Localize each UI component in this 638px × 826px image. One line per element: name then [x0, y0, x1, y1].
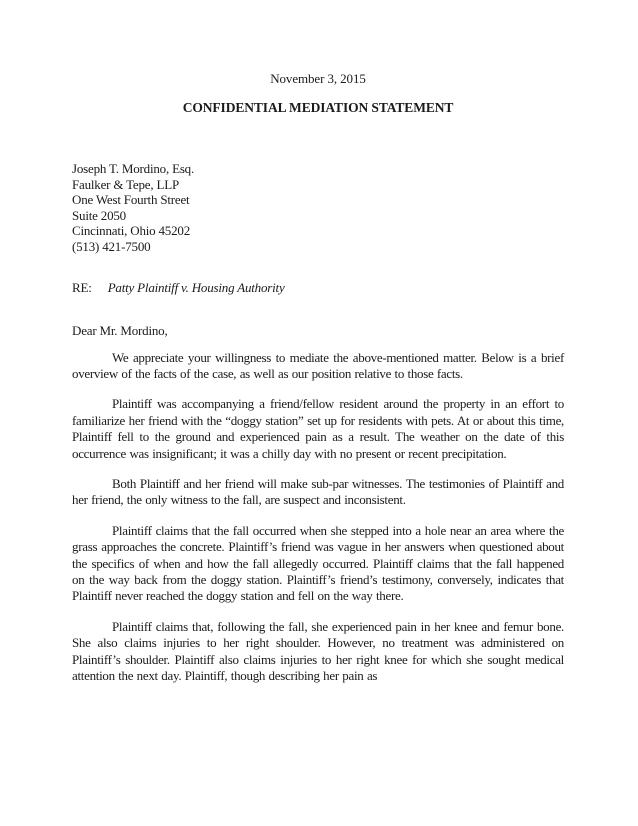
re-line	[72, 279, 564, 296]
re-case-name: Patty Plaintiff v. Housing Authority	[107, 279, 285, 295]
body-paragraph-fall-claims: Plaintiff claims that the fall occurred when she stepped into a hole near an area where the grass approaches the concrete. Plaintiff’s friend was vague in her answers when questioned about the specifics of when and how the fall allegedly occurred. Plaintiff claims that the fall happened on the way back from the doggy station. Plaintiff’s friend’s testimony, conversely, indicates that Plaintiff never reached the doggy station and fell on the way there.	[72, 522, 564, 604]
re-label: RE:	[72, 279, 92, 295]
recipient-address-block	[72, 161, 564, 255]
recipient-firm: Faulker & Tepe, LLP	[72, 176, 179, 192]
body-paragraph-facts: Plaintiff was accompanying a friend/fellow resident around the property in an effort to familiarize her friend with the “doggy station” set up for residents with pets. At or about this time, Plaintiff fell to the ground and experienced pain as a result. The weather on the date of this occurrence was insignificant; it was a chilly day with no present or recent precipitation.	[72, 396, 564, 461]
recipient-suite: Suite 2050	[72, 207, 126, 223]
recipient-street: One West Fourth Street	[72, 192, 190, 208]
letter-body	[72, 350, 564, 685]
body-paragraph-intro: We appreciate your willingness to mediate the above-mentioned matter. Below is a brief overview of the facts of the case, as well as our position relative to those facts.	[72, 349, 564, 381]
recipient-city-state-zip: Cincinnati, Ohio 45202	[72, 223, 191, 239]
letter-date: November 3, 2015	[270, 71, 366, 86]
recipient-name: Joseph T. Mordino, Esq.	[72, 161, 195, 176]
body-paragraph-witnesses: Both Plaintiff and her friend will make sub-par witnesses. The testimonies of Plaintiff and her friend, the only witness to the fall, are suspect and inconsistent.	[72, 476, 564, 508]
salutation: Dear Mr. Mordino,	[72, 322, 168, 338]
recipient-phone: (513) 421-7500	[72, 238, 151, 254]
body-paragraph-injuries: Plaintiff claims that, following the fall, she experienced pain in her knee and femur bone. She also claims injuries to her right shoulder. However, no treatment was administered on Plaintiff’s shoulder. Plaintiff also claims injuries to her right knee for which she sought medical attention the next day. Plaintiff, though describing her pain as	[72, 618, 564, 684]
letter-title: CONFIDENTIAL MEDIATION STATEMENT	[182, 100, 454, 115]
